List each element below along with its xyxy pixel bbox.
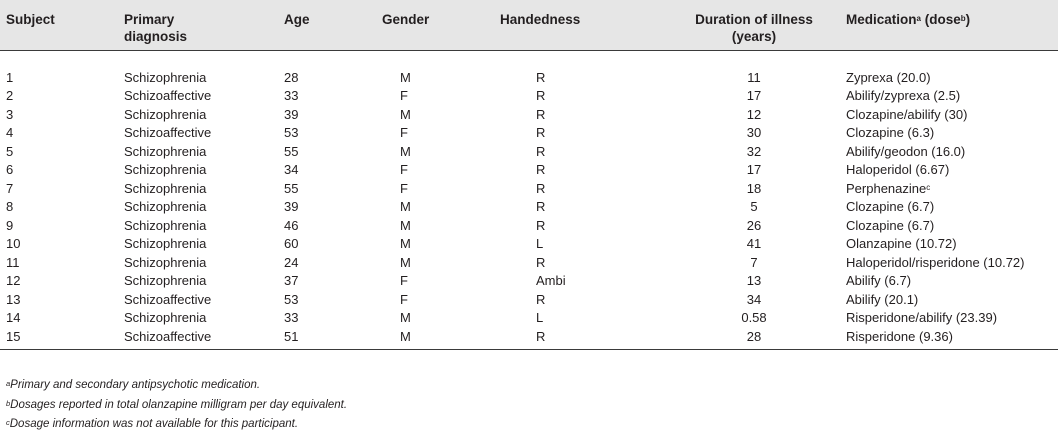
cell-gender-text: F <box>400 162 408 177</box>
cell-age-text: 46 <box>284 217 299 233</box>
table-row <box>0 198 1058 217</box>
cell-subject-text: 9 <box>6 217 14 233</box>
cell-diagnosis <box>124 309 284 328</box>
cell-handedness <box>500 180 674 199</box>
cell-age-text: 53 <box>284 125 299 140</box>
cell-age <box>284 106 368 125</box>
table-row <box>0 272 1058 291</box>
table-header <box>0 0 1058 50</box>
header-duration <box>674 0 834 50</box>
cell-medication <box>834 328 1058 350</box>
cell-diagnosis <box>124 143 284 162</box>
cell-age <box>284 235 368 254</box>
cell-medication <box>834 180 1058 199</box>
cell-handedness <box>500 235 674 254</box>
cell-gender-text: M <box>400 236 411 251</box>
cell-age <box>284 180 368 199</box>
cell-gender-text: M <box>400 328 411 344</box>
cell-medication <box>834 87 1058 106</box>
cell-duration-text: 11 <box>747 69 761 85</box>
cell-handedness <box>500 254 674 273</box>
cell-handedness <box>500 309 674 328</box>
cell-duration <box>674 161 834 180</box>
cell-diagnosis-text: Schizophrenia <box>124 217 207 233</box>
cell-handedness-text: L <box>536 310 544 325</box>
cell-gender <box>368 87 500 106</box>
cell-handedness <box>500 87 674 106</box>
cell-medication-text: Abilify/geodon (16.0) <box>846 143 966 159</box>
footnote-marker-a: a <box>916 14 921 23</box>
cell-gender <box>368 143 500 162</box>
cell-duration-text: 34 <box>746 291 762 307</box>
cell-diagnosis-text: Schizoaffective <box>124 88 212 103</box>
table-row <box>0 143 1058 162</box>
cell-subject <box>0 143 124 162</box>
table-body <box>0 50 1058 350</box>
cell-diagnosis-text: Schizophrenia <box>124 254 207 270</box>
cell-age <box>284 161 368 180</box>
header-dose-open: (dose <box>920 12 961 27</box>
cell-medication <box>834 124 1058 143</box>
cell-medication-text: Abilify/zyprexa (2.5) <box>846 88 961 103</box>
cell-diagnosis <box>124 198 284 217</box>
cell-duration-text: 41 <box>746 236 762 251</box>
cell-duration <box>674 143 834 162</box>
cell-duration-text: 13 <box>746 273 762 288</box>
cell-age <box>284 198 368 217</box>
table-row <box>0 235 1058 254</box>
cell-medication <box>834 50 1058 87</box>
cell-medication <box>834 106 1058 125</box>
cell-subject-text: 6 <box>6 162 14 177</box>
cell-duration <box>674 291 834 310</box>
cell-gender-text: F <box>400 180 408 196</box>
cell-gender-text: M <box>400 199 411 214</box>
footnote-mark: b <box>6 398 11 408</box>
cell-handedness-text: R <box>536 328 546 344</box>
header-primary-diagnosis-line2: diagnosis <box>124 29 188 44</box>
cell-diagnosis-text: Schizophrenia <box>124 69 207 85</box>
cell-subject <box>0 235 124 254</box>
cell-gender-text: M <box>400 254 411 270</box>
cell-subject <box>0 217 124 236</box>
cell-medication-text: Zyprexa (20.0) <box>846 69 931 85</box>
cell-diagnosis <box>124 124 284 143</box>
header-duration-line1: Duration of illness <box>695 12 813 27</box>
cell-age <box>284 254 368 273</box>
table-row <box>0 291 1058 310</box>
cell-duration <box>674 272 834 291</box>
cell-handedness-text: R <box>536 162 546 177</box>
cell-handedness <box>500 198 674 217</box>
cell-gender <box>368 50 500 87</box>
cell-diagnosis <box>124 180 284 199</box>
cell-handedness-text: R <box>536 88 546 103</box>
cell-duration-text: 7 <box>750 254 758 270</box>
cell-diagnosis-text: Schizophrenia <box>124 310 207 325</box>
cell-diagnosis-text: Schizophrenia <box>124 143 207 159</box>
cell-diagnosis-text: Schizophrenia <box>124 180 207 196</box>
cell-subject <box>0 254 124 273</box>
table-row <box>0 328 1058 350</box>
cell-diagnosis-text: Schizophrenia <box>124 236 207 251</box>
cell-subject <box>0 106 124 125</box>
cell-diagnosis <box>124 217 284 236</box>
cell-duration <box>674 124 834 143</box>
header-handedness: Handedness <box>500 0 674 50</box>
table-row <box>0 161 1058 180</box>
cell-age-text: 55 <box>284 180 299 196</box>
cell-age-text: 53 <box>284 291 299 307</box>
cell-medication-text: Abilify (20.1) <box>846 291 919 307</box>
cell-medication <box>834 143 1058 162</box>
cell-diagnosis <box>124 50 284 87</box>
cell-diagnosis-text: Schizophrenia <box>124 199 207 214</box>
cell-age-text: 33 <box>284 310 299 325</box>
cell-duration-text: 0.58 <box>741 310 767 325</box>
cell-duration-text: 30 <box>746 125 762 140</box>
cell-medication <box>834 235 1058 254</box>
cell-subject-text: 15 <box>6 328 21 344</box>
cell-medication-text: Risperidone (9.36) <box>846 328 953 344</box>
cell-age <box>284 143 368 162</box>
cell-subject <box>0 161 124 180</box>
cell-medication-text: Perphenazine <box>846 180 927 196</box>
cell-age <box>284 309 368 328</box>
cell-gender-text: F <box>400 291 408 307</box>
cell-handedness-text: R <box>536 217 546 233</box>
cell-gender-text: M <box>400 69 411 85</box>
cell-duration <box>674 235 834 254</box>
cell-diagnosis <box>124 254 284 273</box>
cell-gender-text: M <box>400 217 411 233</box>
cell-diagnosis-text: Schizoaffective <box>124 291 212 307</box>
table-row <box>0 124 1058 143</box>
cell-gender-text: F <box>400 273 408 288</box>
cell-gender <box>368 106 500 125</box>
header-medication-label: Medication <box>846 12 917 27</box>
cell-gender <box>368 124 500 143</box>
table-row <box>0 217 1058 236</box>
footnote-mark: c <box>6 418 10 427</box>
table-row <box>0 309 1058 328</box>
footnote-text: Dosages reported in total olanzapine milligram per day equivalent. <box>10 398 348 411</box>
cell-age <box>284 217 368 236</box>
cell-medication-text: Olanzapine (10.72) <box>846 236 957 251</box>
cell-handedness-text: R <box>536 180 546 196</box>
cell-age <box>284 50 368 87</box>
cell-subject-text: 1 <box>6 69 14 85</box>
cell-age <box>284 328 368 350</box>
cell-duration <box>674 87 834 106</box>
cell-medication <box>834 161 1058 180</box>
cell-duration <box>674 180 834 199</box>
cell-handedness-text: R <box>536 254 546 270</box>
cell-gender <box>368 198 500 217</box>
cell-duration-text: 28 <box>746 328 762 344</box>
cell-handedness <box>500 272 674 291</box>
cell-handedness <box>500 328 674 350</box>
cell-duration-text: 17 <box>746 88 762 103</box>
header-dose-close: ) <box>965 12 971 27</box>
table-row <box>0 106 1058 125</box>
table-row <box>0 87 1058 106</box>
cell-subject-text: 3 <box>6 106 14 122</box>
cell-handedness-text: R <box>536 199 546 214</box>
cell-medication-text: Haloperidol/risperidone (10.72) <box>846 254 1025 270</box>
cell-duration <box>674 198 834 217</box>
cell-gender-text: F <box>400 125 408 140</box>
cell-age-text: 33 <box>284 88 299 103</box>
header-primary-diagnosis-line1: Primary <box>124 12 175 27</box>
cell-medication <box>834 198 1058 217</box>
cell-subject-text: 12 <box>6 273 21 288</box>
cell-medication-text: Clozapine (6.7) <box>846 217 935 233</box>
cell-handedness-text: R <box>536 291 546 307</box>
cell-gender <box>368 291 500 310</box>
cell-subject <box>0 180 124 199</box>
cell-age-text: 39 <box>284 199 299 214</box>
cell-diagnosis-text: Schizophrenia <box>124 273 207 288</box>
cell-handedness-text: R <box>536 106 546 122</box>
cell-gender-text: M <box>400 143 411 159</box>
cell-handedness <box>500 50 674 87</box>
cell-subject <box>0 198 124 217</box>
cell-diagnosis <box>124 106 284 125</box>
cell-gender-text: M <box>400 106 411 122</box>
cell-handedness-text: R <box>536 69 546 85</box>
cell-gender <box>368 235 500 254</box>
header-medication <box>834 0 1058 50</box>
cell-age <box>284 272 368 291</box>
cell-age-text: 55 <box>284 143 299 159</box>
cell-subject <box>0 87 124 106</box>
cell-duration <box>674 254 834 273</box>
cell-subject <box>0 328 124 350</box>
header-age: Age <box>284 0 368 50</box>
cell-gender <box>368 254 500 273</box>
cell-duration-text: 32 <box>746 143 762 159</box>
cell-handedness <box>500 217 674 236</box>
cell-gender <box>368 161 500 180</box>
footnote-marker-b: b <box>960 14 966 23</box>
cell-medication-text: Clozapine (6.7) <box>846 199 935 214</box>
cell-subject-text: 10 <box>6 236 21 251</box>
cell-age-text: 34 <box>284 162 299 177</box>
cell-age <box>284 291 368 310</box>
cell-diagnosis <box>124 87 284 106</box>
cell-diagnosis-text: Schizoaffective <box>124 125 212 140</box>
cell-subject-text: 7 <box>6 180 14 196</box>
cell-age-text: 60 <box>284 236 299 251</box>
cell-medication <box>834 272 1058 291</box>
cell-gender-text: F <box>400 88 408 103</box>
cell-medication-text: Risperidone/abilify (23.39) <box>846 310 998 325</box>
header-gender: Gender <box>368 0 500 50</box>
cell-subject <box>0 291 124 310</box>
cell-handedness <box>500 161 674 180</box>
header-primary-diagnosis <box>124 0 284 50</box>
cell-handedness-text: R <box>536 143 546 159</box>
cell-handedness <box>500 143 674 162</box>
table-row <box>0 50 1058 87</box>
cell-subject <box>0 309 124 328</box>
table-row <box>0 180 1058 199</box>
cell-handedness <box>500 124 674 143</box>
cell-duration <box>674 217 834 236</box>
cell-subject <box>0 50 124 87</box>
cell-subject-text: 2 <box>6 88 14 103</box>
cell-gender <box>368 309 500 328</box>
cell-subject-text: 13 <box>6 291 21 307</box>
cell-duration <box>674 328 834 350</box>
cell-duration <box>674 106 834 125</box>
cell-medication <box>834 254 1058 273</box>
footnote-mark: a <box>6 379 11 388</box>
cell-handedness-text: L <box>536 236 544 251</box>
cell-medication <box>834 217 1058 236</box>
cell-subject <box>0 272 124 291</box>
cell-handedness <box>500 106 674 125</box>
cell-age-text: 37 <box>284 273 299 288</box>
cell-gender <box>368 272 500 291</box>
cell-subject-text: 5 <box>6 143 14 159</box>
cell-age <box>284 87 368 106</box>
cell-diagnosis <box>124 235 284 254</box>
cell-subject <box>0 124 124 143</box>
cell-medication-text: Clozapine (6.3) <box>846 125 935 140</box>
header-row <box>0 0 1058 50</box>
cell-subject-text: 8 <box>6 199 14 214</box>
cell-age-text: 24 <box>284 254 299 270</box>
cell-age-text: 39 <box>284 106 299 122</box>
cell-age-text: 28 <box>284 69 299 85</box>
cell-duration-text: 5 <box>750 199 758 214</box>
cell-diagnosis-text: Schizophrenia <box>124 106 207 122</box>
cell-diagnosis <box>124 291 284 310</box>
cell-medication <box>834 291 1058 310</box>
cell-duration <box>674 50 834 87</box>
cell-medication-text: Abilify (6.7) <box>846 273 912 288</box>
cell-handedness-text: R <box>536 125 546 140</box>
cell-duration-text: 26 <box>746 217 762 233</box>
cell-handedness <box>500 291 674 310</box>
cell-duration <box>674 309 834 328</box>
medication-footnote-marker: c <box>926 182 931 192</box>
cell-gender <box>368 328 500 350</box>
cell-diagnosis-text: Schizoaffective <box>124 328 212 344</box>
cell-subject-text: 4 <box>6 125 14 140</box>
cell-gender-text: M <box>400 310 411 325</box>
header-duration-line2: (years) <box>731 29 777 44</box>
cell-duration-text: 17 <box>746 162 762 177</box>
footnote-b <box>6 396 347 416</box>
table-row <box>0 254 1058 273</box>
cell-diagnosis <box>124 272 284 291</box>
cell-subject-text: 11 <box>6 254 20 270</box>
cell-medication-text: Clozapine/abilify (30) <box>846 106 968 122</box>
footnote-c <box>6 415 347 435</box>
cell-diagnosis <box>124 328 284 350</box>
cell-duration-text: 18 <box>746 180 762 196</box>
header-subject: Subject <box>0 0 124 50</box>
cell-medication-text: Haloperidol (6.67) <box>846 162 950 177</box>
cell-medication <box>834 309 1058 328</box>
cell-subject-text: 14 <box>6 310 21 325</box>
footnote-text: Dosage information was not available for this participant. <box>9 418 299 430</box>
cell-diagnosis <box>124 161 284 180</box>
cell-duration-text: 12 <box>746 106 762 122</box>
cell-age <box>284 124 368 143</box>
footnote-text: Primary and secondary antipsychotic medication. <box>10 379 261 391</box>
cell-diagnosis-text: Schizophrenia <box>124 162 207 177</box>
footnote-a <box>6 376 347 396</box>
footnotes <box>6 376 347 435</box>
cell-handedness-text: Ambi <box>536 273 566 288</box>
cell-gender <box>368 180 500 199</box>
cell-gender <box>368 217 500 236</box>
cell-age-text: 51 <box>284 328 299 344</box>
